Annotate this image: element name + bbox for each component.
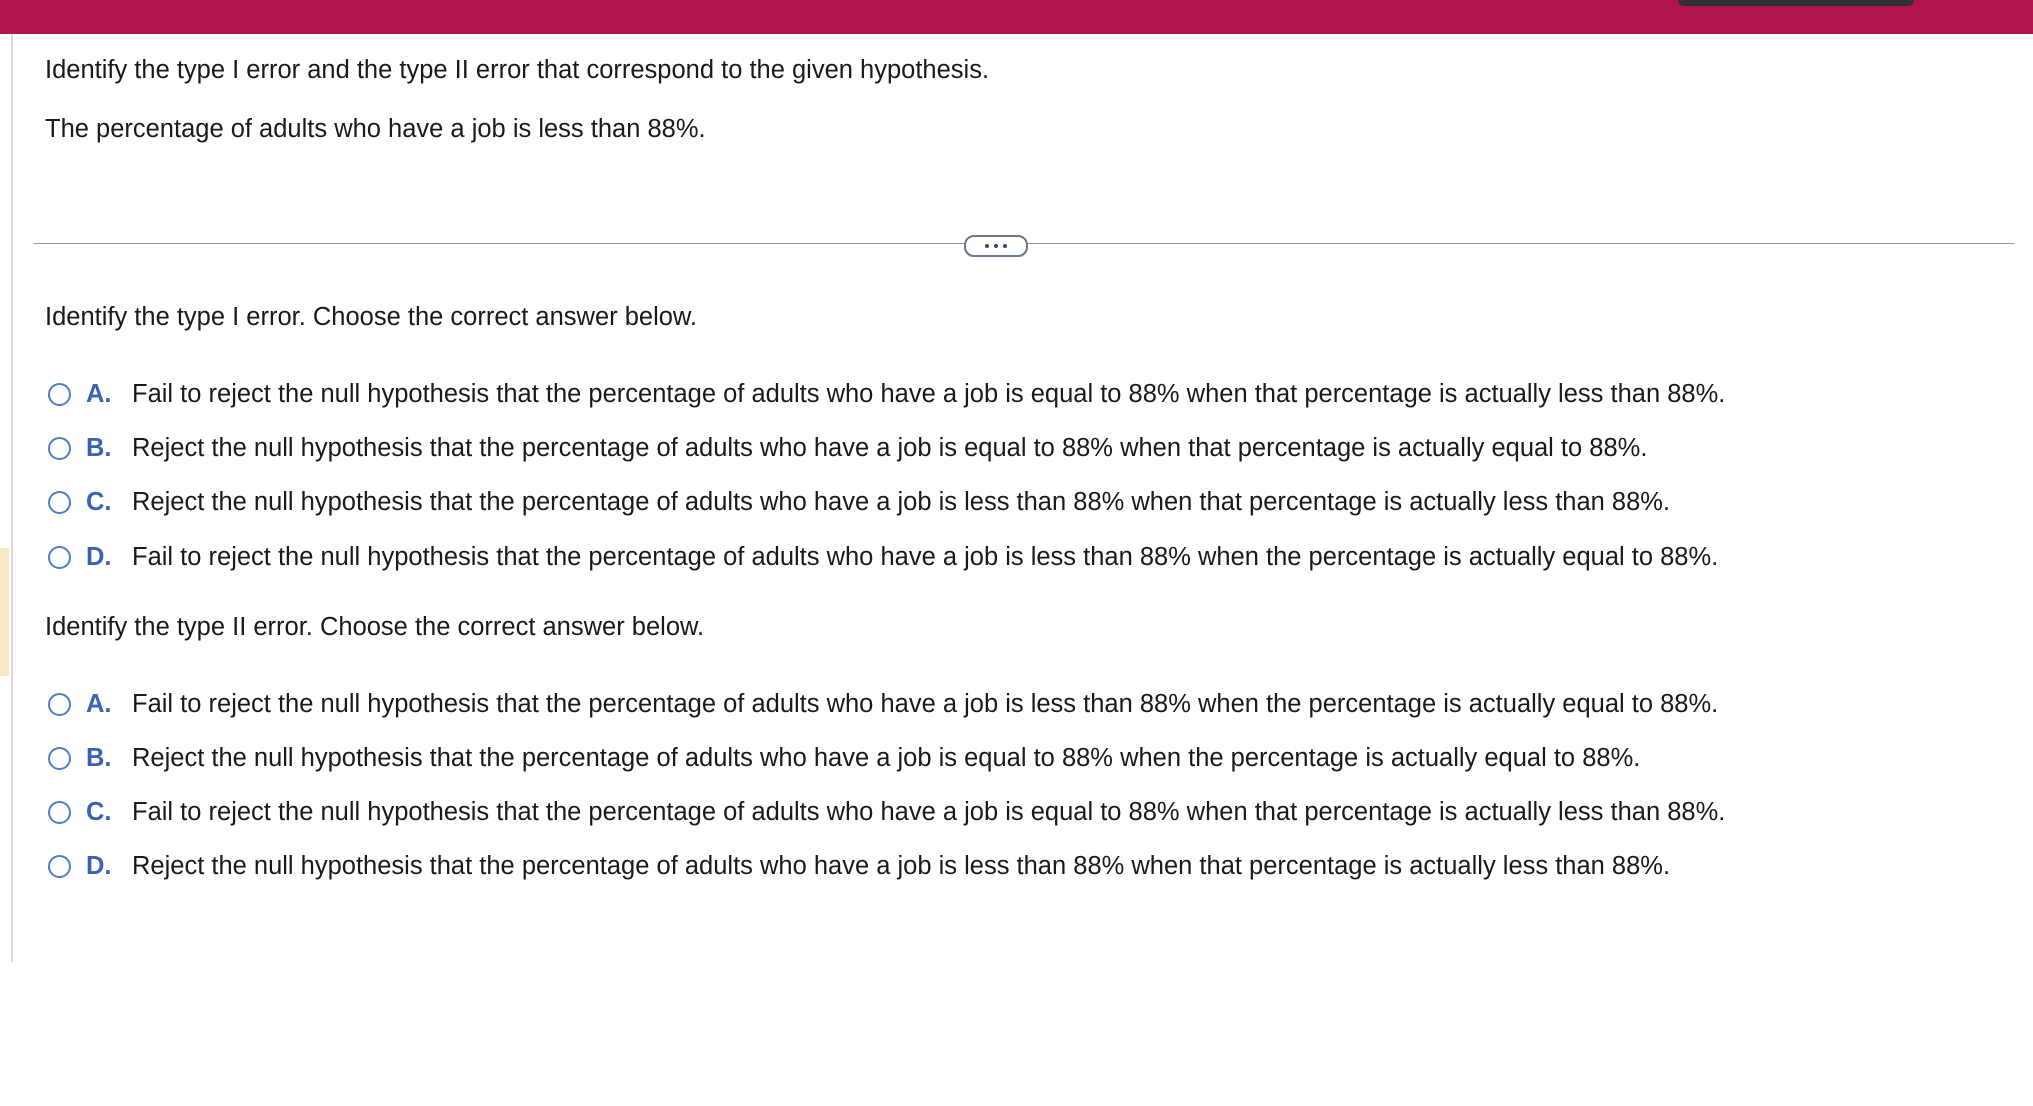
radio-button-icon[interactable] xyxy=(48,383,71,406)
expand-divider-button[interactable] xyxy=(964,235,1028,257)
radio-button-icon[interactable] xyxy=(48,491,71,514)
option-text: Reject the null hypothesis that the percentage of adults who have a job is less than 88% when that percentage is actually less than 88%. xyxy=(132,851,1671,880)
radio-button-icon[interactable] xyxy=(48,855,71,878)
ellipsis-icon xyxy=(985,244,989,248)
left-progress-marker xyxy=(0,548,9,676)
part2-prompt: Identify the type II error. Choose the correct answer below. xyxy=(45,613,705,641)
part1-option-b[interactable] xyxy=(48,432,1647,464)
option-letter: A. xyxy=(86,379,112,408)
part1-option-a[interactable] xyxy=(48,378,1725,410)
radio-button-icon[interactable] xyxy=(48,747,71,770)
option-letter: C. xyxy=(86,797,112,826)
part1-option-d[interactable] xyxy=(48,541,1718,573)
part2-option-d[interactable] xyxy=(48,850,1670,882)
option-letter: D. xyxy=(86,542,112,571)
part1-prompt: Identify the type I error. Choose the correct answer below. xyxy=(45,303,698,331)
radio-button-icon[interactable] xyxy=(48,437,71,460)
part2-option-a[interactable] xyxy=(48,688,1718,720)
option-letter: B. xyxy=(86,743,112,772)
part1-option-c[interactable] xyxy=(48,486,1670,518)
top-header-bar xyxy=(0,0,2033,34)
option-letter: A. xyxy=(86,689,112,718)
option-text: Fail to reject the null hypothesis that the percentage of adults who have a job is less than 88% when the percentage is actually equal to 88%. xyxy=(132,689,1719,718)
radio-button-icon[interactable] xyxy=(48,546,71,569)
ellipsis-dot xyxy=(994,244,998,248)
option-text: Fail to reject the null hypothesis that the percentage of adults who have a job is less than 88% when the percentage is actually equal to 88%. xyxy=(132,542,1719,571)
ellipsis-dot xyxy=(1003,244,1007,248)
option-text: Fail to reject the null hypothesis that the percentage of adults who have a job is equal to 88% when that percentage is actually less than 88%. xyxy=(132,379,1726,408)
header-tab-handle[interactable] xyxy=(1678,0,1914,6)
hypothesis-statement: The percentage of adults who have a job is less than 88%. xyxy=(45,115,706,143)
left-border xyxy=(11,34,13,962)
option-letter: C. xyxy=(86,487,112,516)
part2-option-c[interactable] xyxy=(48,796,1725,828)
option-letter: B. xyxy=(86,433,112,462)
radio-button-icon[interactable] xyxy=(48,693,71,716)
option-text: Reject the null hypothesis that the percentage of adults who have a job is equal to 88% when that percentage is actually equal to 88%. xyxy=(132,433,1648,462)
option-text: Fail to reject the null hypothesis that the percentage of adults who have a job is equal to 88% when that percentage is actually less than 88%. xyxy=(132,797,1726,826)
option-text: Reject the null hypothesis that the percentage of adults who have a job is less than 88% when that percentage is actually less than 88%. xyxy=(132,487,1671,516)
question-instruction: Identify the type I error and the type II error that correspond to the given hypothesis. xyxy=(45,56,990,84)
radio-button-icon[interactable] xyxy=(48,801,71,824)
option-text: Reject the null hypothesis that the percentage of adults who have a job is equal to 88% when the percentage is actually equal to 88%. xyxy=(132,743,1641,772)
part2-option-b[interactable] xyxy=(48,742,1640,774)
option-letter: D. xyxy=(86,851,112,880)
